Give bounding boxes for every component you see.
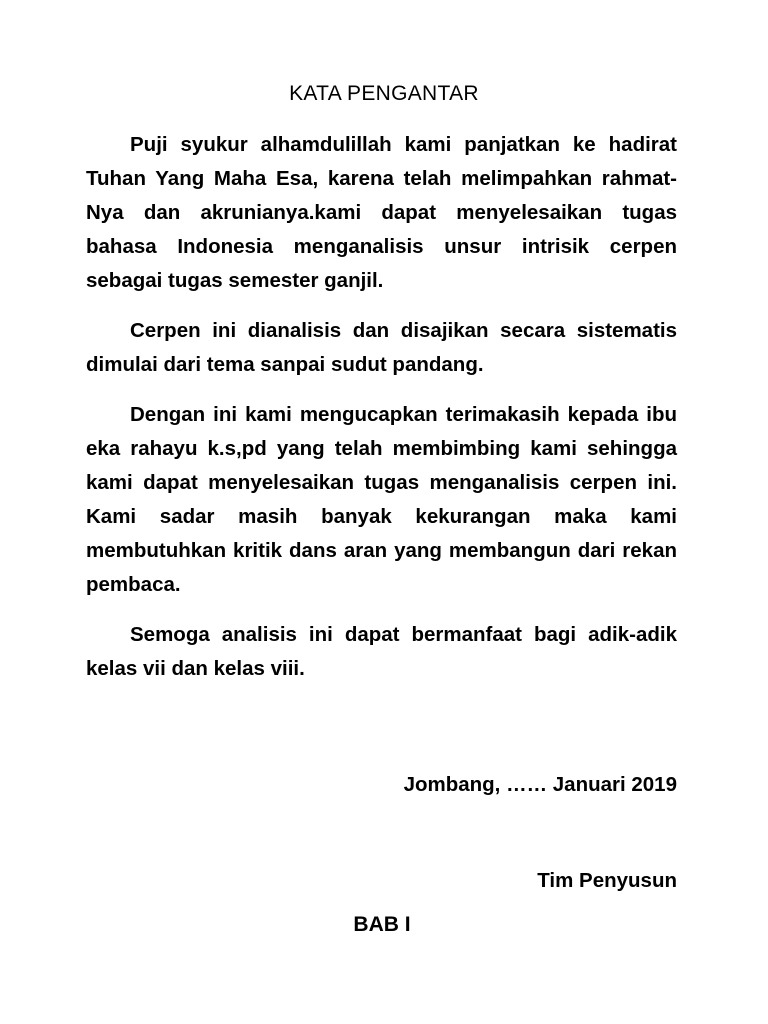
place-date: Jombang, …… Januari 2019 [403,773,677,796]
chapter-heading: BAB I [353,913,411,936]
signature: Tim Penyusun [537,869,677,892]
page-title: KATA PENGANTAR [289,82,479,105]
paragraph-3: Dengan ini kami mengucapkan terimakasih kepada ibu eka rahayu k.s,pd yang telah membimbing kami sehingga kami dapat menyelesaikan tugas menganalisis cerpen ini. Kami sadar masih banyak kekurangan maka kami membutuhkan kritik dans aran yang membangun dari rekan pembaca. [86,403,677,596]
paragraph-2: Cerpen ini dianalisis dan disajikan secara sistematis dimulai dari tema sanpai sudut pandang. [86,319,677,376]
paragraph-1: Puji syukur alhamdulillah kami panjatkan ke hadirat Tuhan Yang Maha Esa, karena telah melimpahkan rahmat-Nya dan akrunianya.kami dapat menyelesaikan tugas bahasa Indonesia menganalisis unsur intrisik cerpen sebagai tugas semester ganjil. [86,133,677,292]
document-body [86,128,677,702]
paragraph-4: Semoga analisis ini dapat bermanfaat bagi adik-adik kelas vii dan kelas viii. [86,623,677,680]
